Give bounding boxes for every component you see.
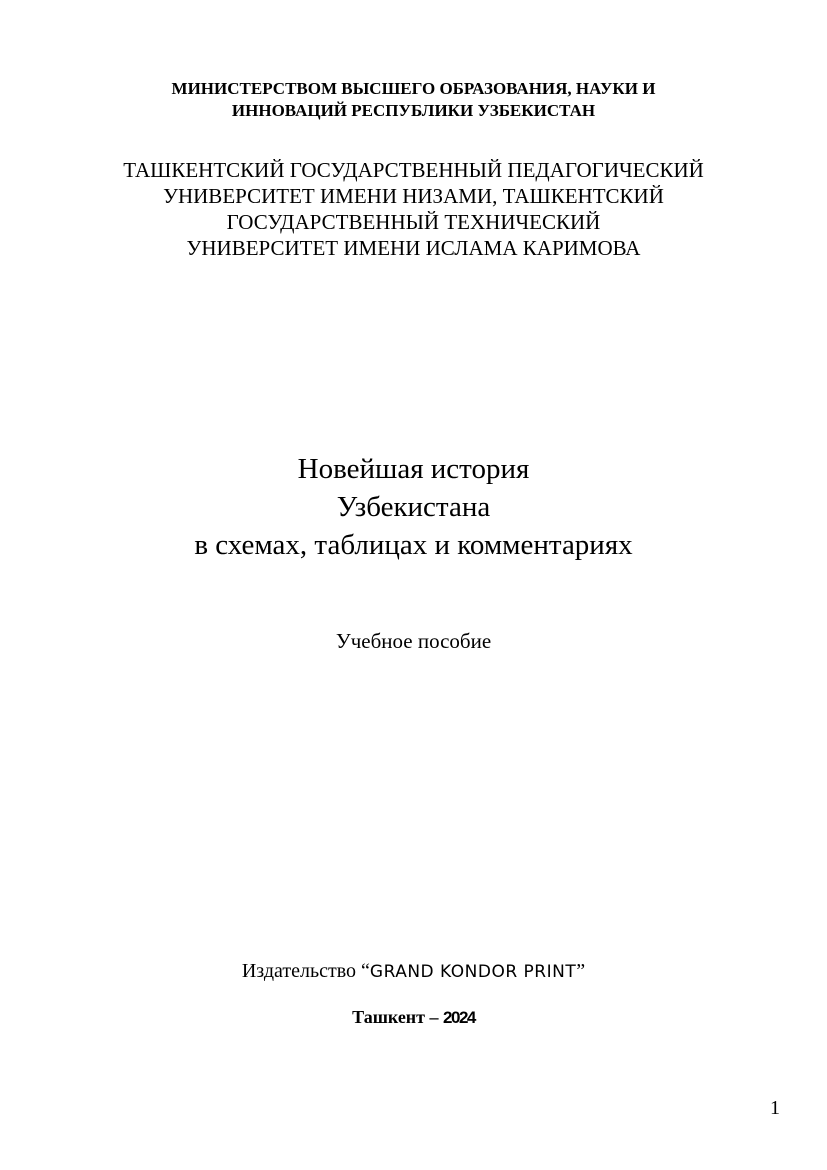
- title-line: Новейшая история: [297, 453, 530, 485]
- book-title: [0, 450, 827, 564]
- city: Ташкент –: [352, 1007, 444, 1027]
- title-line: в схемах, таблицах и комментариях: [194, 529, 633, 561]
- university-line: ТАШКЕНТСКИЙ ГОСУДАРСТВЕННЫЙ ПЕДАГОГИЧЕСКИЙ: [123, 158, 704, 182]
- university-line: УНИВЕРСИТЕТ ИМЕНИ НИЗАМИ, ТАШКЕНТСКИЙ: [163, 184, 664, 208]
- publisher-name: GRAND KONDOR PRINT: [369, 962, 577, 982]
- university-line: УНИВЕРСИТЕТ ИМЕНИ ИСЛАМА КАРИМОВА: [186, 236, 641, 260]
- publisher-line: [0, 958, 827, 985]
- publisher-prefix: Издательство “: [241, 960, 370, 982]
- publisher-suffix: ”: [576, 960, 586, 982]
- university-heading: [0, 157, 827, 261]
- book-type: Учебное пособие: [335, 629, 492, 653]
- ministry-line: МИНИСТЕРСТВОМ ВЫСШЕГО ОБРАЗОВАНИЯ, НАУКИ И: [171, 79, 656, 98]
- city-year: [0, 1006, 827, 1029]
- year: 2024: [443, 1008, 475, 1027]
- ministry-line: ИННОВАЦИЙ РЕСПУБЛИКИ УЗБЕКИСТАН: [231, 101, 596, 120]
- ministry-heading: [0, 78, 827, 122]
- title-line: Узбекистана: [336, 491, 491, 523]
- university-line: ГОСУДАРСТВЕННЫЙ ТЕХНИЧЕСКИЙ: [226, 210, 601, 234]
- page-number: 1: [770, 1097, 780, 1119]
